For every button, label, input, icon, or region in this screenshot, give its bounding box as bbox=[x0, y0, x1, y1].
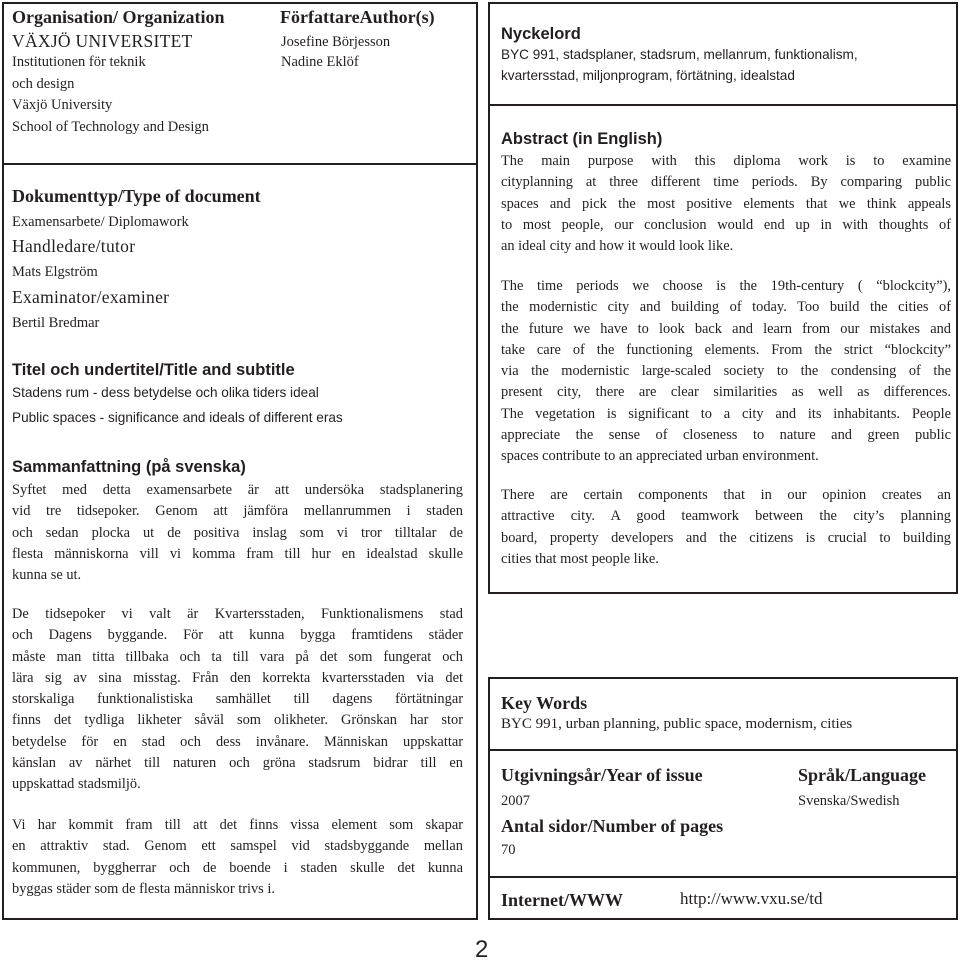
examiner-heading: Examinator/examiner bbox=[12, 287, 170, 307]
text-line: The main purpose with this diploma work is to examine bbox=[501, 153, 951, 169]
keywords-sv-line: kvartersstad, miljonprogram, förtätning, idealstad bbox=[501, 68, 795, 83]
organisation-line: Institutionen för teknik bbox=[12, 54, 146, 70]
year-heading: Utgivningsår/Year of issue bbox=[501, 765, 703, 785]
author-name: Josefine Börjesson bbox=[281, 34, 391, 50]
pages-heading: Antal sidor/Number of pages bbox=[501, 816, 724, 836]
summary-heading: Sammanfattning (på svenska) bbox=[12, 458, 246, 476]
text-line: board, property developers and the citizens is crucial to building bbox=[501, 529, 951, 546]
text-line: finns det tydliga likheter såväl som olikheter. Grönskan har stor bbox=[12, 712, 463, 729]
summary-paragraph-3 bbox=[12, 815, 463, 900]
text-line: kommunen, byggherrar och de boende i staden skulle det kunna bbox=[12, 859, 463, 876]
doctype-value: Examensarbete/ Diplomawork bbox=[12, 214, 189, 230]
text-line: the modernistic city and building of today. Too build the cities of bbox=[501, 299, 951, 316]
organisation-line: och design bbox=[12, 76, 75, 92]
text-line: storskaliga funktionalistiska samhället till dagens förtätningar bbox=[12, 691, 463, 708]
right-divider-1 bbox=[488, 104, 958, 106]
summary-paragraph-2 bbox=[12, 604, 463, 796]
text-line: spaces and pick the most positive elements that we think appeals bbox=[501, 195, 951, 212]
abstract-paragraph-2 bbox=[501, 276, 951, 468]
page-number: 2 bbox=[475, 936, 489, 963]
text-line: byggas städer som de flesta människor trivs i. bbox=[12, 880, 275, 897]
organisation-line: School of Technology and Design bbox=[12, 119, 209, 135]
text-line: flesta människorna vill vi komma fram till hur en idealstad skulle bbox=[12, 545, 463, 562]
text-line: Syftet med detta examensarbete är att undersöka stadsplanering bbox=[12, 482, 463, 498]
abstract-paragraph-1 bbox=[501, 151, 951, 257]
text-line: present city, there are clear similarities as well as differences. bbox=[501, 384, 951, 401]
author-name: Nadine Eklöf bbox=[281, 54, 359, 70]
text-line: an ideal city and how it would look like. bbox=[501, 238, 734, 255]
text-line: The vegetation is significant to a city and its inhabitants. People bbox=[501, 405, 951, 422]
text-line: betydelse för en stad och dess invånare. Människan uppskattar bbox=[12, 733, 463, 750]
keywords-sv-line: BYC 991, stadsplaner, stadsrum, mellanrum, funktionalism, bbox=[501, 47, 858, 62]
text-line: the future we have to look back and learn from our mistakes and bbox=[501, 320, 951, 337]
text-line: take care of the functioning elements. From the strict “blockcity” bbox=[501, 341, 951, 358]
pages-value: 70 bbox=[501, 842, 516, 858]
doctype-heading: Dokumenttyp/Type of document bbox=[12, 186, 261, 206]
text-line: uppskattad stadsmiljö. bbox=[12, 776, 141, 793]
keywords-sv-heading: Nyckelord bbox=[501, 25, 581, 43]
text-line: känslan av närhet till naturen och gröna stadsrum bidrar till en bbox=[12, 755, 463, 772]
examiner-name: Bertil Bredmar bbox=[12, 315, 100, 331]
organisation-heading: Organisation/ Organization bbox=[12, 7, 225, 27]
text-line: There are certain components that in our opinion creates an bbox=[501, 487, 951, 503]
abstract-heading: Abstract (in English) bbox=[501, 130, 663, 148]
text-line: The time periods we choose is the 19th-century ( “blockcity”), bbox=[501, 278, 951, 294]
keywords-en-heading: Key Words bbox=[501, 693, 588, 713]
text-line: lära sig av sina misstag. Från den korrekta kvartersstaden via det bbox=[12, 669, 463, 686]
right-divider-2 bbox=[488, 749, 958, 751]
title-english: Public spaces - significance and ideals of different eras bbox=[12, 410, 343, 425]
authors-heading: FörfattareAuthor(s) bbox=[280, 7, 435, 27]
keywords-en-value: BYC 991, urban planning, public space, modernism, cities bbox=[501, 716, 853, 732]
text-line: cityplanning at three different time periods. By comparing public bbox=[501, 174, 951, 191]
abstract-paragraph-3 bbox=[501, 485, 951, 570]
text-line: cities that most people like. bbox=[501, 550, 659, 567]
text-line: to most people, our conclusion would end up in with thoughts of bbox=[501, 216, 951, 233]
text-line: en attraktiv stad. Genom ett samspel vid stadsbyggande mellan bbox=[12, 838, 463, 855]
text-line: appreciate the sense of closeness to nature and green public bbox=[501, 427, 951, 444]
text-line: via the modernistic large-scaled society to the condensing of the bbox=[501, 363, 951, 380]
text-line: De tidsepoker vi valt är Kvartersstaden, Funktionalismens stad bbox=[12, 606, 463, 622]
text-line: Vi har kommit fram till att det finns vissa element som skapar bbox=[12, 817, 463, 833]
internet-url[interactable]: http://www.vxu.se/td bbox=[680, 889, 823, 908]
text-line: spaces contribute to an appreciated urban environment. bbox=[501, 448, 819, 465]
text-line: och sedan plocka ut de positiva inslag som vi tror tilltalar de bbox=[12, 524, 463, 541]
year-value: 2007 bbox=[501, 793, 530, 809]
organisation-line: Växjö University bbox=[12, 97, 113, 113]
tutor-name: Mats Elgström bbox=[12, 264, 98, 280]
title-heading: Titel och undertitel/Title and subtitle bbox=[12, 361, 295, 379]
left-divider bbox=[2, 163, 478, 165]
text-line: attractive city. A good teamwork between the city’s planning bbox=[501, 508, 951, 525]
right-divider-3 bbox=[488, 876, 958, 878]
language-value: Svenska/Swedish bbox=[798, 793, 900, 809]
summary-paragraph-1 bbox=[12, 480, 463, 586]
text-line: vid tre tidsepoker. Genom att jämföra mellanrummen i staden bbox=[12, 503, 463, 520]
language-heading: Språk/Language bbox=[798, 765, 927, 785]
tutor-heading: Handledare/tutor bbox=[12, 236, 136, 256]
title-swedish: Stadens rum - dess betydelse och olika tiders ideal bbox=[12, 385, 319, 400]
text-line: måste man titta tillbaka och ta till vara på det som fungerat och bbox=[12, 648, 463, 665]
text-line: och Dagens byggande. För att kunna bygga framtidens städer bbox=[12, 627, 463, 644]
organisation-name: VÄXJÖ UNIVERSITET bbox=[12, 31, 193, 51]
internet-heading: Internet/WWW bbox=[501, 890, 623, 910]
text-line: kunna se ut. bbox=[12, 567, 82, 584]
